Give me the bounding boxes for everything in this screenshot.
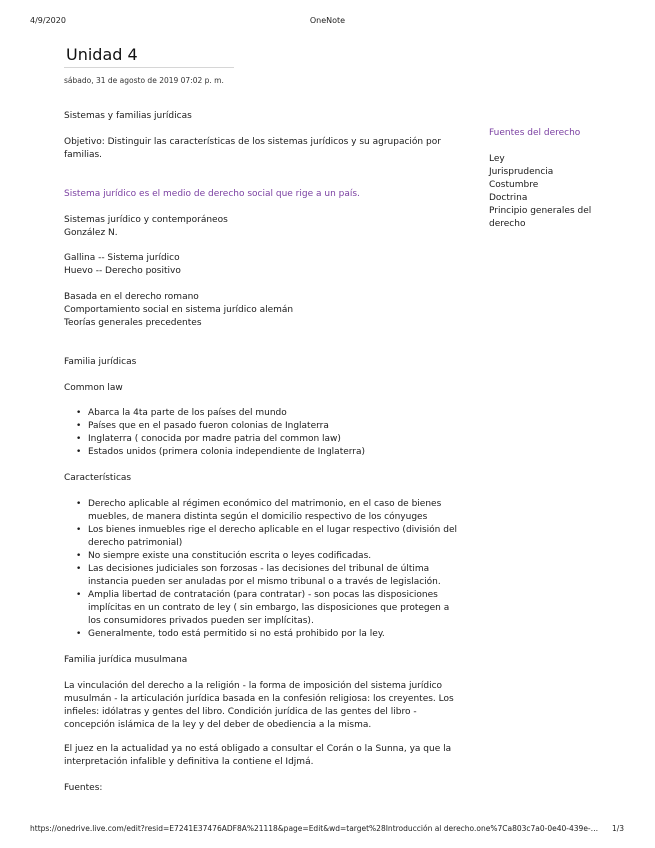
text-line: Sistemas jurídico y contemporáneos bbox=[64, 215, 228, 225]
text-line: Gallina -- Sistema jurídico bbox=[64, 253, 180, 263]
text-line: Basada en el derecho romano bbox=[64, 292, 199, 302]
objective-text: Objetivo: Distinguir las características de los sistemas jurídicos y su agrupación por familias. bbox=[64, 137, 441, 160]
common-law-list bbox=[64, 407, 459, 459]
text-line: Comportamiento social en sistema jurídico alemán bbox=[64, 305, 294, 315]
list-item: • Inglaterra ( conocida por madre patria del common law) bbox=[64, 433, 459, 446]
list-item: • Amplia libertad de contratación (para contratar) - son pocas las disposiciones implícitas en un contrato de ley ( sin embargo, las disposiciones que protegen a los consumidores privados pueden ser implícitas). bbox=[64, 589, 459, 628]
footer-url[interactable]: https://onedrive.live.com/edit?resid=E7241E37476ADF8A%21118&page=Edit&wd=target%28Introducción al derecho.one%7Ca803c7a0-0e40-439e-… bbox=[30, 824, 599, 833]
list-item: • Las decisiones judiciales son forzosas - las decisiones del tribunal de última instancia pueden ser anuladas por el mismo tribunal o a través de legislación. bbox=[64, 563, 459, 589]
text-line: Teorías generales precedentes bbox=[64, 318, 202, 328]
list-item: • No siempre existe una constitución escrita o leyes codificadas. bbox=[64, 550, 459, 563]
page-title: Unidad 4 bbox=[66, 45, 138, 64]
page-number: 1/3 bbox=[612, 824, 625, 833]
list-item: • Países que en el pasado fueron colonias de Inglaterra bbox=[64, 420, 459, 433]
judge-paragraph: El juez en la actualidad ya no está obligado a consultar el Corán o la Sunna, ya que la interpretación infalible y definitiva la contiene el Idjmá. bbox=[64, 744, 452, 767]
app-name: OneNote bbox=[309, 16, 346, 25]
families-heading: Familia jurídicas bbox=[64, 357, 137, 367]
block-gallina bbox=[64, 252, 459, 278]
list-item: • Los bienes inmuebles rige el derecho aplicable en el lugar respectivo (división del derecho patrimonial) bbox=[64, 524, 459, 550]
sidebar-title: Fuentes del derecho bbox=[489, 128, 581, 138]
section-heading: Sistemas y familias jurídicas bbox=[64, 111, 192, 121]
text-line: González N. bbox=[64, 228, 118, 238]
characteristics-list bbox=[64, 498, 459, 641]
sidebar-item: Ley bbox=[489, 154, 505, 164]
list-item: • Estados unidos (primera colonia independiente de Inglaterra) bbox=[64, 446, 459, 459]
sidebar-item: Principio generales del derecho bbox=[489, 206, 592, 229]
sidebar-list bbox=[489, 153, 619, 231]
sidebar-item: Costumbre bbox=[489, 180, 539, 190]
muslim-heading: Familia jurídica musulmana bbox=[64, 655, 188, 665]
text-line: Huevo -- Derecho positivo bbox=[64, 266, 181, 276]
list-item: • Abarca la 4ta parte de los países del mundo bbox=[64, 407, 459, 420]
sources-label: Fuentes: bbox=[64, 783, 103, 793]
muslim-paragraph: La vinculación del derecho a la religión - la forma de imposición del sistema jurídico musulmán - la articulación jurídica basada en la confesión religiosa: los creyentes. Los infieles: idólatras y gentes del libro. Condición jurídica de las gentes del libro - concepción islámica de la ley y del deber de obediencia a la misma. bbox=[64, 681, 454, 730]
list-item: • Derecho aplicable al régimen económico del matrimonio, en el caso de bienes muebles, de manera distinta según el domicilio respectivo de los cónyuges bbox=[64, 498, 459, 524]
list-item: • Generalmente, todo está permitido si no está prohibido por la ley. bbox=[64, 628, 459, 641]
characteristics-heading: Características bbox=[64, 473, 132, 483]
common-law-heading: Common law bbox=[64, 383, 123, 393]
sidebar-item: Doctrina bbox=[489, 193, 528, 203]
definition-text: Sistema jurídico es el medio de derecho social que rige a un país. bbox=[64, 189, 360, 199]
block-basada bbox=[64, 291, 459, 330]
block-sistemas bbox=[64, 214, 459, 240]
page-datetime: sábado, 31 de agosto de 2019 07:02 p. m. bbox=[64, 76, 224, 85]
print-date: 4/9/2020 bbox=[30, 16, 66, 25]
title-underline bbox=[64, 67, 234, 68]
sidebar-item: Jurisprudencia bbox=[489, 167, 554, 177]
